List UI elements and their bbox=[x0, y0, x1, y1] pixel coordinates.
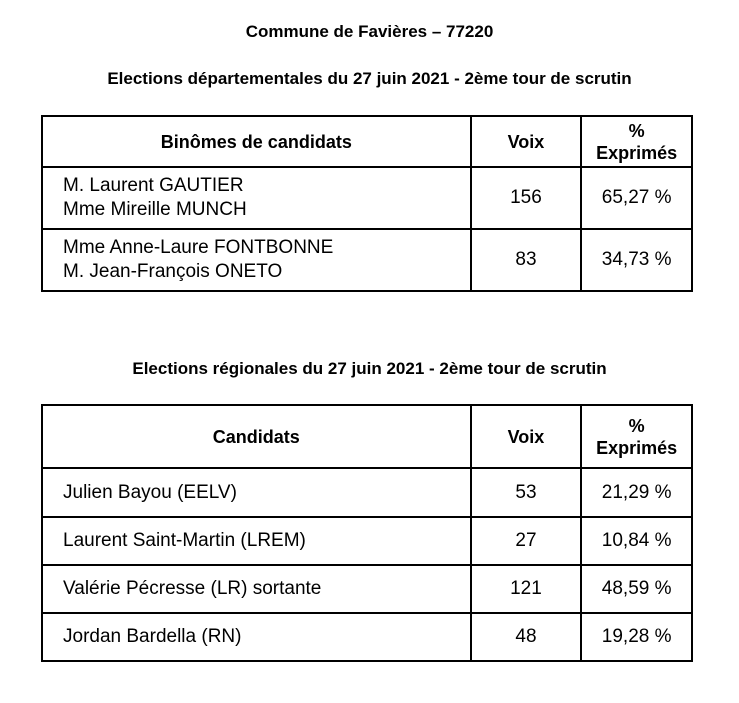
header-candidates: Binômes de candidats bbox=[42, 116, 471, 167]
candidate-name: M. Jean-François ONETO bbox=[63, 261, 283, 282]
candidate-name: Jordan Bardella (RN) bbox=[42, 613, 471, 661]
pct-cell: 10,84 % bbox=[581, 517, 692, 565]
votes-cell: 121 bbox=[471, 565, 582, 613]
candidate-name: Mme Anne-Laure FONTBONNE bbox=[63, 237, 334, 258]
header-pct-label: Exprimés bbox=[596, 437, 678, 458]
pct-cell: 34,73 % bbox=[581, 229, 692, 291]
candidate-name: Laurent Saint-Martin (LREM) bbox=[42, 517, 471, 565]
table-row bbox=[42, 468, 692, 517]
candidate-name: M. Laurent GAUTIER bbox=[63, 175, 244, 196]
votes-cell: 48 bbox=[471, 613, 582, 661]
table-row bbox=[42, 613, 692, 661]
table-row bbox=[42, 229, 692, 291]
pct-cell: 19,28 % bbox=[581, 613, 692, 661]
header-votes: Voix bbox=[471, 405, 582, 468]
table-header-row bbox=[42, 405, 692, 468]
header-pct-symbol: % bbox=[628, 120, 645, 141]
table-header-row bbox=[42, 116, 692, 167]
departementales-table bbox=[41, 115, 693, 292]
candidate-pair-cell bbox=[42, 229, 471, 291]
pct-cell: 21,29 % bbox=[581, 468, 692, 517]
header-pct-symbol: % bbox=[628, 415, 645, 436]
candidate-name: Valérie Pécresse (LR) sortante bbox=[42, 565, 471, 613]
candidate-pair-cell bbox=[42, 167, 471, 229]
header-pct bbox=[581, 116, 692, 167]
regionales-table bbox=[41, 404, 693, 662]
table-row bbox=[42, 167, 692, 229]
candidate-name: Julien Bayou (EELV) bbox=[42, 468, 471, 517]
votes-cell: 53 bbox=[471, 468, 582, 517]
commune-title: Commune de Favières – 77220 bbox=[245, 22, 494, 41]
votes-cell: 83 bbox=[471, 229, 582, 291]
departementales-title: Elections départementales du 27 juin 2021 - 2ème tour de scrutin bbox=[107, 69, 632, 88]
header-votes: Voix bbox=[471, 116, 582, 167]
regionales-title: Elections régionales du 27 juin 2021 - 2ème tour de scrutin bbox=[132, 359, 607, 378]
header-pct-label: Exprimés bbox=[596, 142, 678, 163]
header-pct bbox=[581, 405, 692, 468]
votes-cell: 27 bbox=[471, 517, 582, 565]
votes-cell: 156 bbox=[471, 167, 582, 229]
table-row bbox=[42, 517, 692, 565]
candidate-name: Mme Mireille MUNCH bbox=[63, 199, 247, 220]
pct-cell: 65,27 % bbox=[581, 167, 692, 229]
header-candidates: Candidats bbox=[42, 405, 471, 468]
pct-cell: 48,59 % bbox=[581, 565, 692, 613]
table-row bbox=[42, 565, 692, 613]
